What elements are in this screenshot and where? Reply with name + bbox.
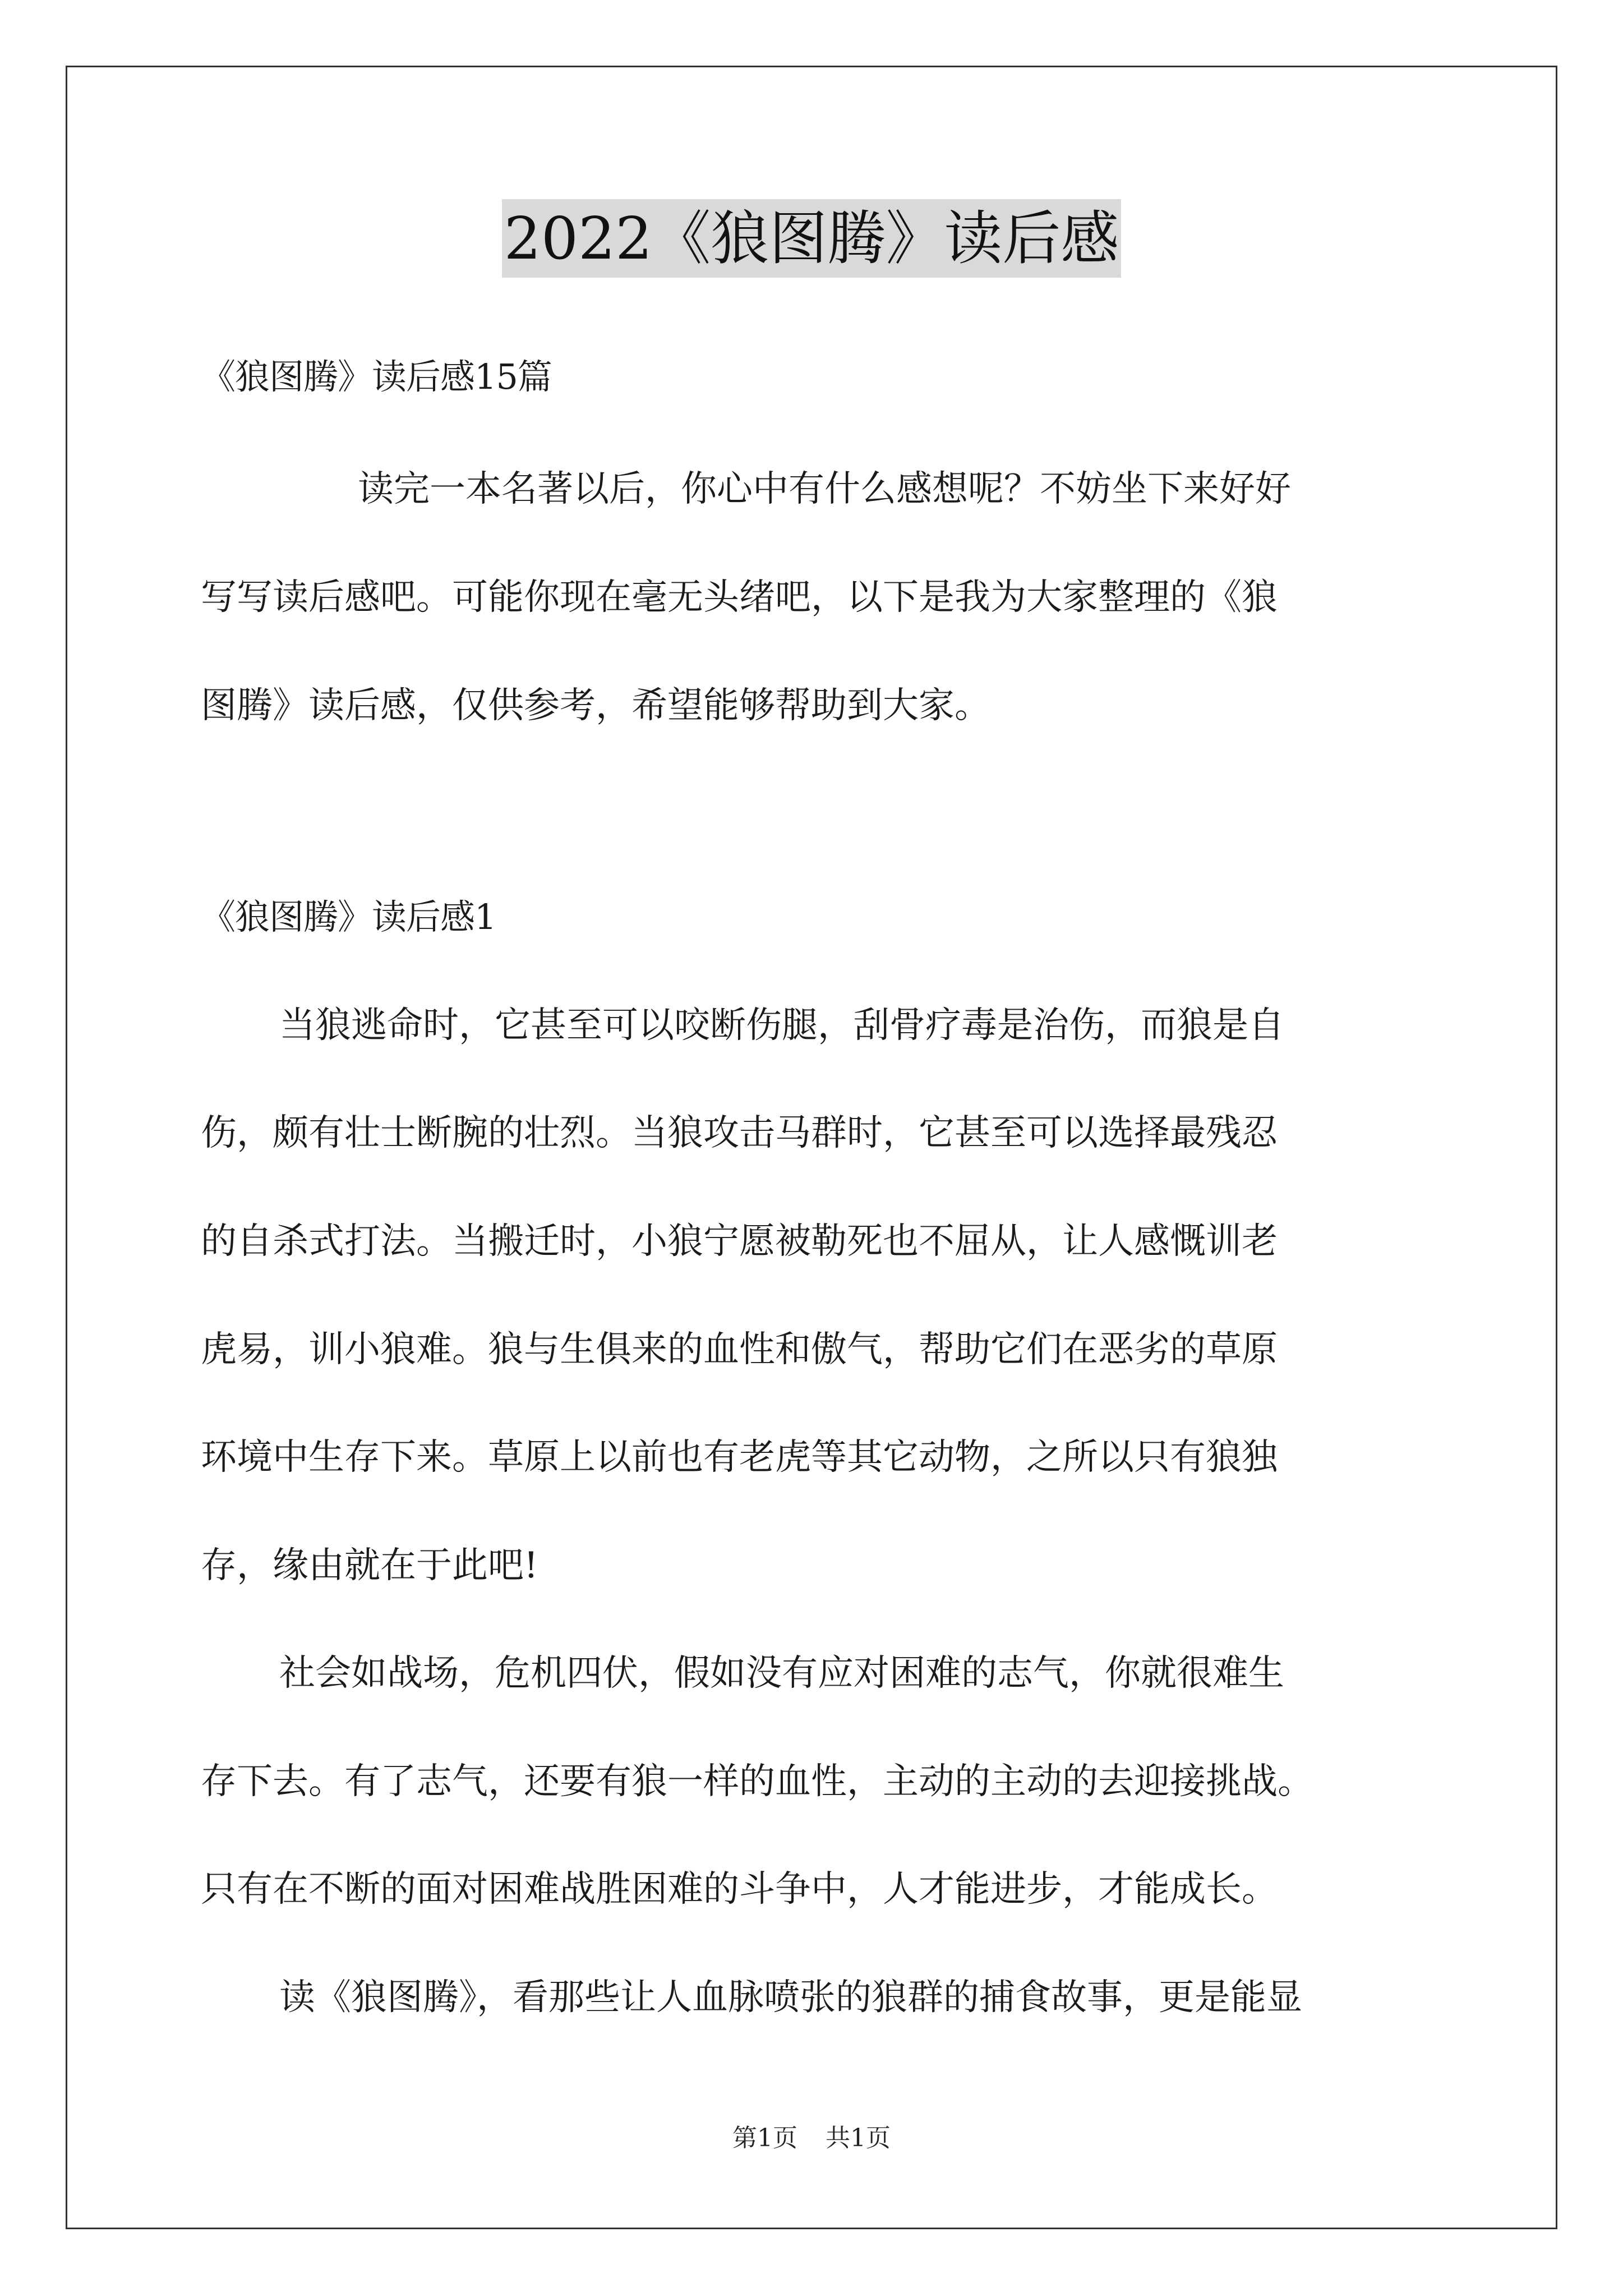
paragraph-line: 的自杀式打法。当搬迁时，小狼宁愿被勒死也不屈从，让人感慨训老 (201, 1221, 1278, 1262)
subtitle: 《狼图腾》读后感15篇 (201, 356, 552, 397)
paragraph-line: 读《狼图腾》，看那些让人血脉喷张的狼群的捕食故事，更是能显 (279, 1977, 1302, 2018)
paragraph-line: 当狼逃命时，它甚至可以咬断伤腿，刮骨疗毒是治伤，而狼是自 (279, 1005, 1284, 1046)
page-title: 2022《狼图腾》读后感 (502, 199, 1122, 278)
paragraph-line: 只有在不断的面对困难战胜困难的斗争中，人才能进步，才能成长。 (201, 1869, 1278, 1910)
paragraph-line: 虎易，训小狼难。狼与生俱来的血性和傲气，帮助它们在恶劣的草原 (201, 1329, 1278, 1370)
page-total: 共1页 (826, 2124, 891, 2152)
paragraph-line: 存下去。有了志气，还要有狼一样的血性，主动的主动的去迎接挑战。 (201, 1761, 1313, 1802)
paragraph-line: 伤，颇有壮士断腕的壮烈。当狼攻击马群时，它甚至可以选择最残忍 (201, 1112, 1278, 1154)
paragraph-line: 社会如战场，危机四伏，假如没有应对困难的志气，你就很难生 (279, 1653, 1284, 1694)
section-heading: 《狼图腾》读后感1 (201, 896, 496, 937)
paragraph-line: 存，缘由就在于此吧! (201, 1545, 538, 1586)
intro-line: 图腾》读后感，仅供参考，希望能够帮助到大家。 (201, 685, 990, 726)
intro-line: 读完一本名著以后，你心中有什么感想呢？不妨坐下来好好 (358, 468, 1291, 510)
intro-line: 写写读后感吧。可能你现在毫无头绪吧，以下是我为大家整理的《狼 (201, 577, 1278, 618)
page-footer (0, 2122, 1623, 2155)
title-container (0, 199, 1623, 278)
paragraph-line: 环境中生存下来。草原上以前也有老虎等其它动物，之所以只有狼独 (201, 1437, 1278, 1478)
page-number: 第1页 (732, 2124, 797, 2152)
